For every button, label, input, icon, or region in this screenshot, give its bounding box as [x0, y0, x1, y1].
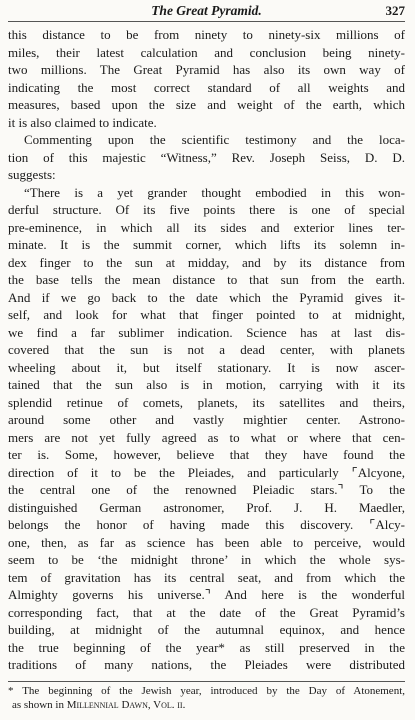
- text-line: the central one of the renowned Pleiadic stars.⌝ To the: [8, 482, 405, 497]
- footnote-prefix: as shown in: [12, 699, 67, 711]
- text-line: corresponding fact, that at the date of the Great Pyramid’s: [8, 604, 405, 620]
- text-line: mers are not yet fully agreed as to what or where that cen-: [8, 429, 405, 445]
- footnote-book-title: Millennial Dawn, Vol. ii.: [66, 699, 186, 711]
- text-line: Almighty governs his universe.⌝ And here is the wonderful: [8, 587, 405, 602]
- text-line: pre-eminence, in which all its sides and exterior lines ter-: [8, 219, 405, 235]
- text-line: And if we go back to the date which the Pyramid gives it-: [8, 289, 405, 305]
- text-line: building, at midnight of the autumnal equinox, and hence: [8, 622, 405, 637]
- text-line: wheeling about it, but itself stationary. It is now ascer-: [8, 359, 405, 375]
- text-line: traditions of many nations, the Pleiades were distributed: [8, 657, 405, 672]
- text-line: two millions. The Great Pyramid has also its own way of: [8, 62, 405, 77]
- text-line: self, and look for what that finger pointed to at midnight,: [8, 307, 405, 322]
- text-line: seem to be ‘the midnight throne’ in which the whole sys-: [8, 552, 405, 567]
- footnote: [8, 684, 405, 712]
- text-line: Commenting upon the scientific testimony and the loca-: [24, 132, 405, 147]
- text-line: splendid retinue of comets, planets, its satellites and theirs,: [8, 394, 405, 410]
- page-number: 327: [385, 3, 405, 18]
- text-line: belongs the honor of having made this discovery. ⌜Alcy-: [8, 517, 405, 532]
- text-line: we find a far sublimer indication. Science has at last dis-: [8, 324, 405, 340]
- text-line: tion of this majestic “Witness,” Rev. Joseph Seiss, D. D.: [8, 149, 405, 165]
- text-line: tained that the sun also is in motion, carrying with it its: [8, 377, 405, 392]
- footnote-divider: [8, 681, 405, 682]
- running-header: [8, 3, 405, 22]
- text-line: derful structure. Of its five points there is one of special: [8, 202, 405, 217]
- text-line: ter is. Some, however, believe that they have found the: [8, 447, 405, 462]
- text-line: indicating the most correct standard of all weights and: [8, 79, 405, 95]
- text-line: measures, based upon the size and weight of the earth, which: [8, 97, 405, 112]
- footnote-line: [8, 698, 405, 712]
- footnote-line: * The beginning of the Jewish year, introduced by the Day of Atonement,: [8, 685, 405, 697]
- text-line: the true beginning of the year* as still preserved in the: [8, 639, 405, 655]
- body-text: [8, 26, 405, 674]
- text-line: miles, their latest calculation and conclusion being ninety-: [8, 44, 405, 60]
- text-line: dex finger to the sun at midday, and by its distance from: [8, 254, 405, 270]
- text-line: minate. It is the summit corner, which lifts its solemn in-: [8, 237, 405, 252]
- text-line: covered that the sun is not a dead center, with planets: [8, 342, 405, 357]
- text-line: tem of gravitation has its central seat, and from which the: [8, 569, 405, 585]
- text-line: distinguished German astronomer, Prof. J. H. Maedler,: [8, 499, 405, 515]
- text-line: around some other and vastly mightier center. Astrono-: [8, 412, 405, 427]
- text-line: one, then, as far as science has been able to perceive, would: [8, 534, 405, 550]
- running-title: The Great Pyramid.: [151, 3, 262, 18]
- text-line: direction of it to be the Pleiades, and particularly ⌜Alcyone,: [8, 464, 405, 480]
- text-line: suggests:: [8, 167, 56, 182]
- text-line: the base tells the mean distance to that sun from the earth.: [8, 272, 405, 287]
- text-line: “There is a yet grander thought embodied in this won-: [24, 184, 405, 200]
- text-line: it is also claimed to indicate.: [8, 114, 157, 130]
- text-line: this distance to be from ninety to ninety-six millions of: [8, 27, 405, 42]
